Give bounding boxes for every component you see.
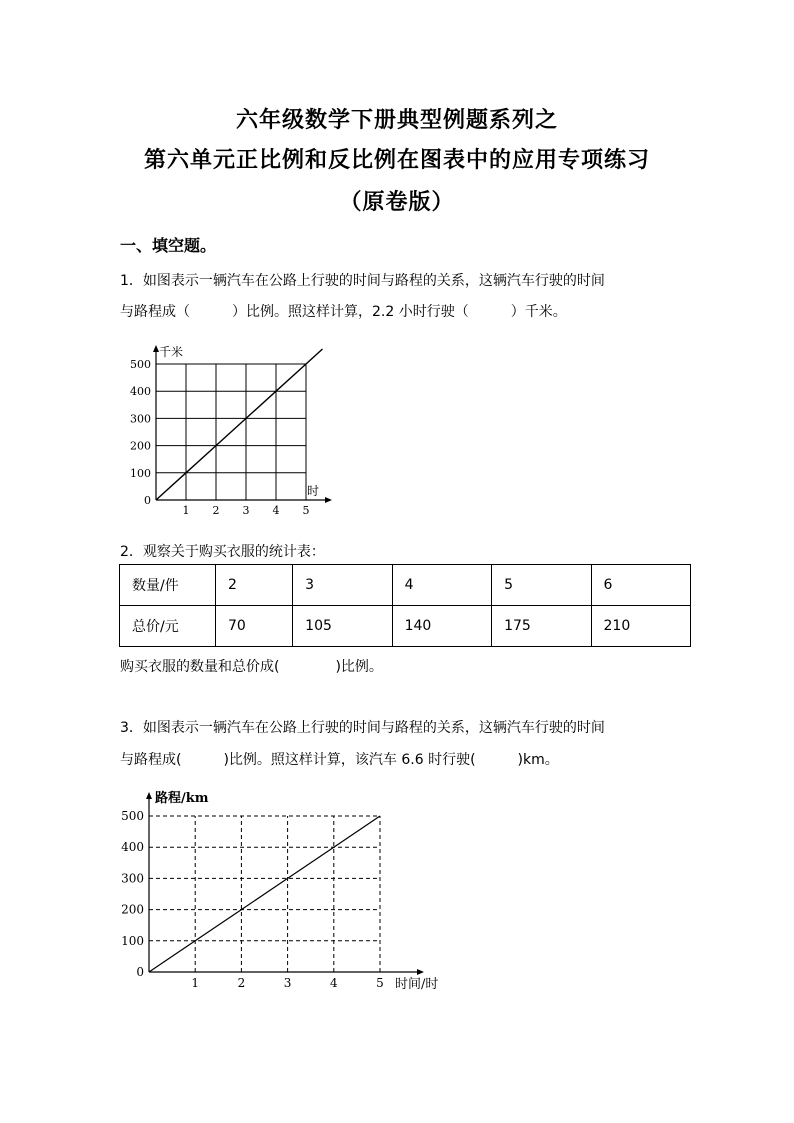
- series-line: [149, 816, 380, 972]
- y-tick-label: 0: [136, 965, 144, 979]
- x-tick-label: 2: [237, 976, 246, 990]
- title-line-1: 六年级数学下册典型例题系列之: [235, 108, 558, 133]
- x-tick-label: 1: [191, 976, 200, 990]
- x-tick-label: 3: [283, 976, 292, 990]
- x-axis-label: 时间/时: [395, 977, 439, 992]
- table-cell: 140: [392, 606, 491, 647]
- x-tick-label: 5: [376, 976, 384, 990]
- x-tick-label: 4: [329, 976, 338, 990]
- q3-distance-time-chart: [115, 783, 460, 998]
- q3-text-line-2: 与路程成( )比例。照这样计算，该汽车 6.6 时行驶( )km。: [120, 752, 559, 768]
- y-axis-label: 路程/km: [155, 791, 209, 806]
- title-line-2: 第六单元正比例和反比例在图表中的应用专项练习: [143, 148, 650, 173]
- y-tick-label: 100: [121, 933, 144, 948]
- y-tick-label: 100: [130, 466, 151, 480]
- x-axis-arrow: [417, 969, 424, 975]
- table-cell: 105: [293, 606, 392, 647]
- table-cell: 175: [492, 606, 591, 647]
- x-axis-label: 时: [307, 484, 320, 498]
- q3-text-line-1: 3．如图表示一辆汽车在公路上行驶的时间与路程的关系，这辆汽车行驶的时间: [120, 720, 605, 736]
- table-cell: 6: [591, 565, 690, 606]
- q1-text-line-1: 1．如图表示一辆汽车在公路上行驶的时间与路程的关系，这辆汽车行驶的时间: [120, 273, 605, 289]
- x-tick-label: 1: [182, 504, 190, 517]
- y-tick-label: 0: [144, 494, 151, 507]
- title-line-3: （原卷版）: [339, 190, 455, 215]
- table-cell: 5: [492, 565, 591, 606]
- y-tick-label: 200: [121, 902, 144, 917]
- table-cell: 210: [591, 606, 690, 647]
- table-cell: 3: [293, 565, 392, 606]
- y-tick-label: 300: [121, 871, 144, 886]
- x-tick-label: 3: [242, 504, 250, 517]
- y-tick-label: 300: [130, 412, 151, 426]
- y-tick-label: 500: [121, 809, 144, 823]
- table-row-total-price: [120, 606, 691, 647]
- q1-text-line-2: 与路程成（ ）比例。照这样计算，2.2 小时行驶（ ）千米。: [120, 304, 567, 320]
- y-tick-label: 200: [130, 439, 151, 453]
- y-tick-label: 500: [130, 358, 151, 371]
- y-tick-label: 400: [121, 840, 144, 855]
- series-line: [156, 349, 323, 500]
- clothes-stat-table: [119, 564, 691, 647]
- table-cell: 2: [216, 565, 293, 606]
- x-tick-label: 5: [302, 504, 310, 517]
- y-axis-arrow: [146, 792, 152, 799]
- x-tick-label: 2: [212, 504, 220, 517]
- section-heading: 一、填空题。: [120, 236, 217, 255]
- table-row-quantity: [120, 565, 691, 606]
- q2-text-line-1: 2．观察关于购买衣服的统计表：: [120, 544, 325, 560]
- x-tick-label: 4: [272, 504, 280, 517]
- table-cell: 4: [392, 565, 491, 606]
- x-axis-arrow: [325, 497, 332, 503]
- y-axis-label: 千米: [159, 345, 184, 359]
- table-cell: 总价/元: [120, 606, 216, 647]
- y-tick-label: 400: [130, 385, 151, 399]
- table-cell: 数量/件: [120, 565, 216, 606]
- q1-distance-time-chart: [115, 338, 345, 528]
- q2-text-line-2: 购买衣服的数量和总价成( )比例。: [120, 659, 383, 675]
- table-cell: 70: [216, 606, 293, 647]
